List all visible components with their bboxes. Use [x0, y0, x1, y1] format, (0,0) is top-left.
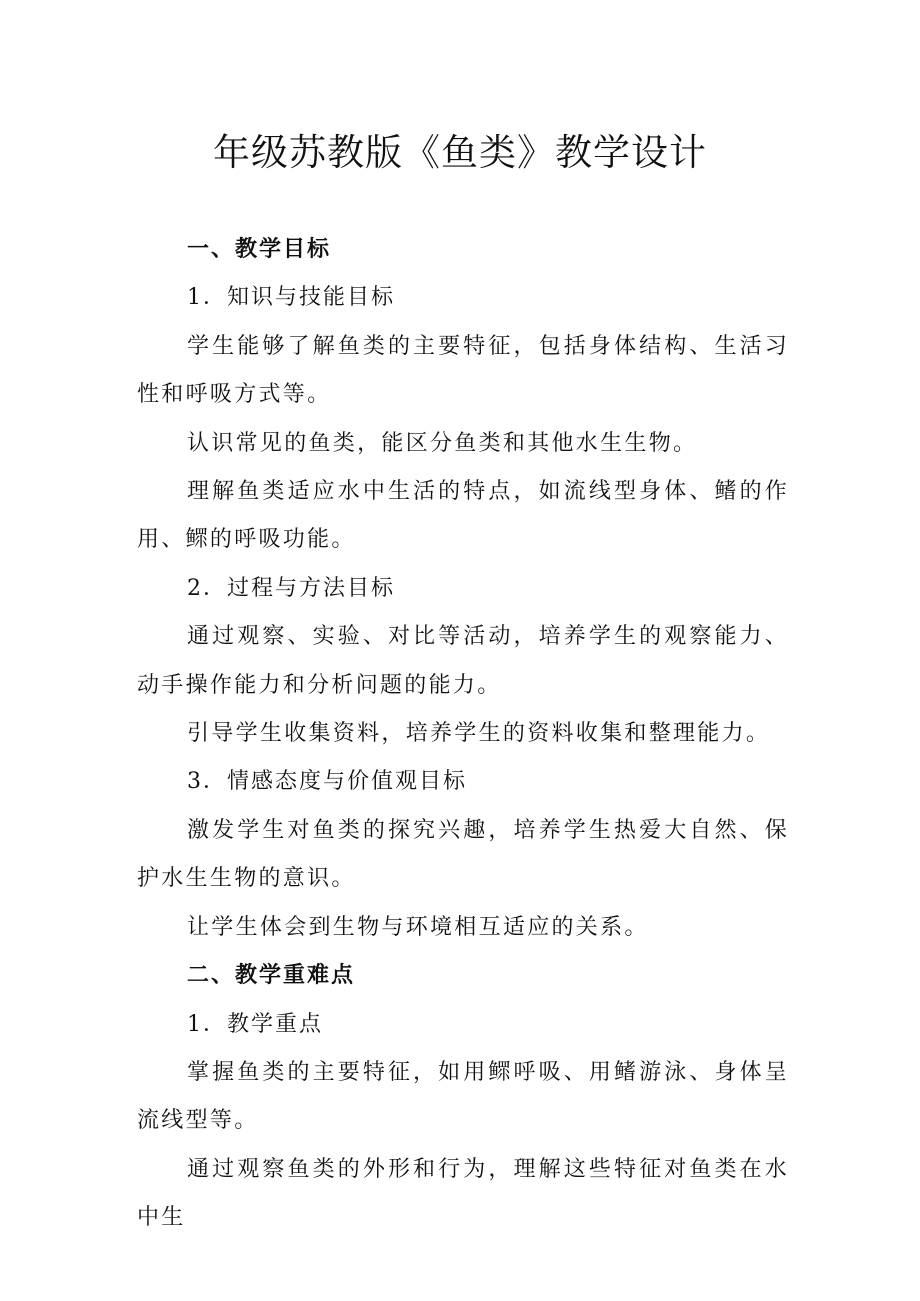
paragraph: 学生能够了解鱼类的主要特征，包括身体结构、生活习性和呼吸方式等。	[137, 333, 789, 408]
section-heading-objectives: 一、教学目标	[187, 237, 332, 262]
subheading-teaching-focus: 1．教学重点	[187, 1011, 323, 1037]
paragraph: 理解鱼类适应水中生活的特点，如流线型身体、鳍的作用、鳏的呼吸功能。	[137, 479, 789, 553]
paragraph: 认识常见的鱼类，能区分鱼类和其他水生生物。	[187, 430, 698, 456]
section-heading-key-difficult-points: 二、教学重难点	[187, 963, 356, 989]
paragraph: 让学生体会到生物与环境相互适应的关系。	[187, 914, 649, 940]
paragraph: 掌握鱼类的主要特征，如用鳏呼吸、用鳍游泳、身体呈流线型等。	[137, 1059, 789, 1134]
subheading-knowledge-skills: 1．知识与技能目标	[187, 285, 395, 311]
paragraph: 通过观察、实验、对比等活动，培养学生的观察能力、动手操作能力和分析问题的能力。	[137, 624, 789, 698]
paragraph: 引导学生收集资料，培养学生的资料收集和整理能力。	[187, 721, 771, 747]
subheading-emotion-values: 3．情感态度与价值观目标	[187, 769, 467, 795]
subheading-process-method: 2．过程与方法目标	[187, 575, 395, 601]
document-body	[137, 226, 789, 1243]
paragraph: 通过观察鱼类的外形和行为，理解这些特征对鱼类在水中生	[137, 1156, 789, 1231]
paragraph: 激发学生对鱼类的探究兴趣，培养学生热爱大自然、保护水生生物的意识。	[137, 817, 789, 892]
document-title: 年级苏教版《鱼类》教学设计	[213, 131, 707, 174]
